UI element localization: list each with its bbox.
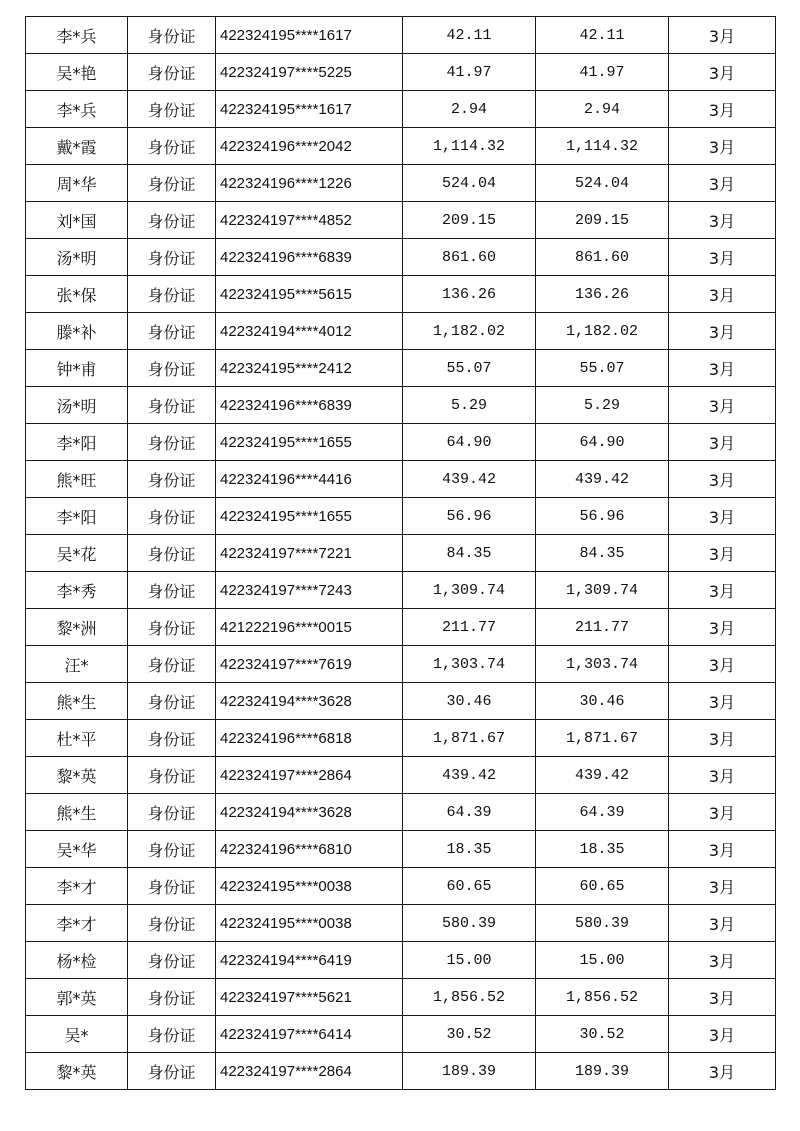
month-cell: 3月 bbox=[669, 313, 776, 350]
month-cell: 3月 bbox=[669, 794, 776, 831]
name-cell: 黎*洲 bbox=[26, 609, 128, 646]
id-number-cell: 422324194****3628 bbox=[216, 794, 403, 831]
id-number-cell: 422324195****1655 bbox=[216, 498, 403, 535]
amount-cell: 1,309.74 bbox=[403, 572, 536, 609]
name-cell: 李*秀 bbox=[26, 572, 128, 609]
table-row bbox=[26, 350, 776, 387]
paid-amount-cell: 64.90 bbox=[536, 424, 669, 461]
id-number-cell: 422324197****2864 bbox=[216, 1053, 403, 1090]
name-cell: 汪* bbox=[26, 646, 128, 683]
name-cell: 滕*补 bbox=[26, 313, 128, 350]
name-cell: 汤*明 bbox=[26, 239, 128, 276]
name-cell: 刘*国 bbox=[26, 202, 128, 239]
month-cell: 3月 bbox=[669, 646, 776, 683]
month-cell: 3月 bbox=[669, 979, 776, 1016]
id-number-cell: 422324196****2042 bbox=[216, 128, 403, 165]
amount-cell: 84.35 bbox=[403, 535, 536, 572]
table-row bbox=[26, 720, 776, 757]
paid-amount-cell: 1,114.32 bbox=[536, 128, 669, 165]
paid-amount-cell: 1,856.52 bbox=[536, 979, 669, 1016]
id-number-cell: 422324196****4416 bbox=[216, 461, 403, 498]
table-row bbox=[26, 905, 776, 942]
paid-amount-cell: 211.77 bbox=[536, 609, 669, 646]
id-number-cell: 422324195****2412 bbox=[216, 350, 403, 387]
amount-cell: 524.04 bbox=[403, 165, 536, 202]
id-number-cell: 422324195****0038 bbox=[216, 905, 403, 942]
name-cell: 戴*霞 bbox=[26, 128, 128, 165]
table-row bbox=[26, 239, 776, 276]
table-row bbox=[26, 498, 776, 535]
table-row bbox=[26, 276, 776, 313]
month-cell: 3月 bbox=[669, 128, 776, 165]
id-number-cell: 422324197****5621 bbox=[216, 979, 403, 1016]
name-cell: 杜*平 bbox=[26, 720, 128, 757]
doc-type-cell: 身份证 bbox=[128, 905, 216, 942]
amount-cell: 42.11 bbox=[403, 17, 536, 54]
table-row bbox=[26, 1053, 776, 1090]
paid-amount-cell: 189.39 bbox=[536, 1053, 669, 1090]
table-row bbox=[26, 387, 776, 424]
paid-amount-cell: 60.65 bbox=[536, 868, 669, 905]
paid-amount-cell: 84.35 bbox=[536, 535, 669, 572]
doc-type-cell: 身份证 bbox=[128, 1053, 216, 1090]
name-cell: 黎*英 bbox=[26, 1053, 128, 1090]
name-cell: 吴*花 bbox=[26, 535, 128, 572]
table-row bbox=[26, 1016, 776, 1053]
doc-type-cell: 身份证 bbox=[128, 276, 216, 313]
table-row bbox=[26, 461, 776, 498]
doc-type-cell: 身份证 bbox=[128, 646, 216, 683]
amount-cell: 18.35 bbox=[403, 831, 536, 868]
table-row bbox=[26, 831, 776, 868]
paid-amount-cell: 30.52 bbox=[536, 1016, 669, 1053]
table-row bbox=[26, 572, 776, 609]
doc-type-cell: 身份证 bbox=[128, 313, 216, 350]
paid-amount-cell: 5.29 bbox=[536, 387, 669, 424]
amount-cell: 580.39 bbox=[403, 905, 536, 942]
doc-type-cell: 身份证 bbox=[128, 461, 216, 498]
table-row bbox=[26, 128, 776, 165]
doc-type-cell: 身份证 bbox=[128, 868, 216, 905]
doc-type-cell: 身份证 bbox=[128, 794, 216, 831]
table-row bbox=[26, 424, 776, 461]
id-number-cell: 422324195****5615 bbox=[216, 276, 403, 313]
id-number-cell: 422324197****6414 bbox=[216, 1016, 403, 1053]
month-cell: 3月 bbox=[669, 868, 776, 905]
paid-amount-cell: 1,182.02 bbox=[536, 313, 669, 350]
name-cell: 周*华 bbox=[26, 165, 128, 202]
id-number-cell: 422324195****1655 bbox=[216, 424, 403, 461]
name-cell: 张*保 bbox=[26, 276, 128, 313]
month-cell: 3月 bbox=[669, 17, 776, 54]
amount-cell: 211.77 bbox=[403, 609, 536, 646]
id-number-cell: 422324197****2864 bbox=[216, 757, 403, 794]
paid-amount-cell: 64.39 bbox=[536, 794, 669, 831]
month-cell: 3月 bbox=[669, 165, 776, 202]
month-cell: 3月 bbox=[669, 387, 776, 424]
id-number-cell: 422324196****6818 bbox=[216, 720, 403, 757]
month-cell: 3月 bbox=[669, 424, 776, 461]
name-cell: 熊*旺 bbox=[26, 461, 128, 498]
paid-amount-cell: 1,309.74 bbox=[536, 572, 669, 609]
id-number-cell: 422324195****0038 bbox=[216, 868, 403, 905]
id-number-cell: 422324194****6419 bbox=[216, 942, 403, 979]
paid-amount-cell: 209.15 bbox=[536, 202, 669, 239]
name-cell: 吴*艳 bbox=[26, 54, 128, 91]
doc-type-cell: 身份证 bbox=[128, 979, 216, 1016]
amount-cell: 56.96 bbox=[403, 498, 536, 535]
paid-amount-cell: 30.46 bbox=[536, 683, 669, 720]
paid-amount-cell: 56.96 bbox=[536, 498, 669, 535]
table-row bbox=[26, 794, 776, 831]
month-cell: 3月 bbox=[669, 54, 776, 91]
table-row bbox=[26, 868, 776, 905]
month-cell: 3月 bbox=[669, 202, 776, 239]
paid-amount-cell: 1,303.74 bbox=[536, 646, 669, 683]
amount-cell: 2.94 bbox=[403, 91, 536, 128]
amount-cell: 30.46 bbox=[403, 683, 536, 720]
amount-cell: 55.07 bbox=[403, 350, 536, 387]
table-row bbox=[26, 165, 776, 202]
doc-type-cell: 身份证 bbox=[128, 683, 216, 720]
month-cell: 3月 bbox=[669, 350, 776, 387]
id-number-cell: 422324197****5225 bbox=[216, 54, 403, 91]
table-row bbox=[26, 54, 776, 91]
doc-type-cell: 身份证 bbox=[128, 831, 216, 868]
month-cell: 3月 bbox=[669, 1053, 776, 1090]
id-number-cell: 422324196****1226 bbox=[216, 165, 403, 202]
amount-cell: 15.00 bbox=[403, 942, 536, 979]
amount-cell: 64.90 bbox=[403, 424, 536, 461]
paid-amount-cell: 18.35 bbox=[536, 831, 669, 868]
id-number-cell: 422324197****4852 bbox=[216, 202, 403, 239]
doc-type-cell: 身份证 bbox=[128, 535, 216, 572]
doc-type-cell: 身份证 bbox=[128, 17, 216, 54]
month-cell: 3月 bbox=[669, 683, 776, 720]
doc-type-cell: 身份证 bbox=[128, 609, 216, 646]
doc-type-cell: 身份证 bbox=[128, 387, 216, 424]
name-cell: 熊*生 bbox=[26, 794, 128, 831]
paid-amount-cell: 41.97 bbox=[536, 54, 669, 91]
table-row bbox=[26, 313, 776, 350]
name-cell: 汤*明 bbox=[26, 387, 128, 424]
name-cell: 李*阳 bbox=[26, 424, 128, 461]
table-row bbox=[26, 17, 776, 54]
paid-amount-cell: 2.94 bbox=[536, 91, 669, 128]
doc-type-cell: 身份证 bbox=[128, 350, 216, 387]
month-cell: 3月 bbox=[669, 757, 776, 794]
name-cell: 黎*英 bbox=[26, 757, 128, 794]
doc-type-cell: 身份证 bbox=[128, 942, 216, 979]
amount-cell: 1,182.02 bbox=[403, 313, 536, 350]
id-number-cell: 422324196****6839 bbox=[216, 239, 403, 276]
id-number-cell: 421222196****0015 bbox=[216, 609, 403, 646]
table-row bbox=[26, 202, 776, 239]
table-row bbox=[26, 942, 776, 979]
table-row bbox=[26, 609, 776, 646]
amount-cell: 30.52 bbox=[403, 1016, 536, 1053]
doc-type-cell: 身份证 bbox=[128, 54, 216, 91]
month-cell: 3月 bbox=[669, 942, 776, 979]
month-cell: 3月 bbox=[669, 239, 776, 276]
amount-cell: 1,856.52 bbox=[403, 979, 536, 1016]
name-cell: 郭*英 bbox=[26, 979, 128, 1016]
doc-type-cell: 身份证 bbox=[128, 424, 216, 461]
doc-type-cell: 身份证 bbox=[128, 165, 216, 202]
id-number-cell: 422324196****6839 bbox=[216, 387, 403, 424]
table-row bbox=[26, 646, 776, 683]
name-cell: 熊*生 bbox=[26, 683, 128, 720]
month-cell: 3月 bbox=[669, 1016, 776, 1053]
doc-type-cell: 身份证 bbox=[128, 202, 216, 239]
month-cell: 3月 bbox=[669, 831, 776, 868]
name-cell: 杨*检 bbox=[26, 942, 128, 979]
table-row bbox=[26, 979, 776, 1016]
amount-cell: 5.29 bbox=[403, 387, 536, 424]
amount-cell: 60.65 bbox=[403, 868, 536, 905]
amount-cell: 136.26 bbox=[403, 276, 536, 313]
id-number-cell: 422324194****4012 bbox=[216, 313, 403, 350]
name-cell: 钟*甫 bbox=[26, 350, 128, 387]
amount-cell: 1,303.74 bbox=[403, 646, 536, 683]
name-cell: 李*阳 bbox=[26, 498, 128, 535]
amount-cell: 861.60 bbox=[403, 239, 536, 276]
paid-amount-cell: 15.00 bbox=[536, 942, 669, 979]
table-row bbox=[26, 757, 776, 794]
month-cell: 3月 bbox=[669, 720, 776, 757]
month-cell: 3月 bbox=[669, 609, 776, 646]
amount-cell: 1,871.67 bbox=[403, 720, 536, 757]
id-number-cell: 422324194****3628 bbox=[216, 683, 403, 720]
amount-cell: 1,114.32 bbox=[403, 128, 536, 165]
name-cell: 李*才 bbox=[26, 905, 128, 942]
doc-type-cell: 身份证 bbox=[128, 91, 216, 128]
table-row bbox=[26, 683, 776, 720]
month-cell: 3月 bbox=[669, 535, 776, 572]
id-number-cell: 422324197****7619 bbox=[216, 646, 403, 683]
name-cell: 吴*华 bbox=[26, 831, 128, 868]
doc-type-cell: 身份证 bbox=[128, 757, 216, 794]
amount-cell: 439.42 bbox=[403, 461, 536, 498]
amount-cell: 209.15 bbox=[403, 202, 536, 239]
paid-amount-cell: 580.39 bbox=[536, 905, 669, 942]
month-cell: 3月 bbox=[669, 91, 776, 128]
amount-cell: 189.39 bbox=[403, 1053, 536, 1090]
doc-type-cell: 身份证 bbox=[128, 498, 216, 535]
id-number-cell: 422324196****6810 bbox=[216, 831, 403, 868]
month-cell: 3月 bbox=[669, 572, 776, 609]
paid-amount-cell: 524.04 bbox=[536, 165, 669, 202]
paid-amount-cell: 55.07 bbox=[536, 350, 669, 387]
month-cell: 3月 bbox=[669, 905, 776, 942]
name-cell: 李*兵 bbox=[26, 17, 128, 54]
id-number-cell: 422324195****1617 bbox=[216, 91, 403, 128]
doc-type-cell: 身份证 bbox=[128, 239, 216, 276]
month-cell: 3月 bbox=[669, 461, 776, 498]
amount-cell: 439.42 bbox=[403, 757, 536, 794]
amount-cell: 64.39 bbox=[403, 794, 536, 831]
paid-amount-cell: 439.42 bbox=[536, 757, 669, 794]
subsidy-table bbox=[25, 16, 776, 1090]
paid-amount-cell: 42.11 bbox=[536, 17, 669, 54]
amount-cell: 41.97 bbox=[403, 54, 536, 91]
id-number-cell: 422324197****7221 bbox=[216, 535, 403, 572]
id-number-cell: 422324197****7243 bbox=[216, 572, 403, 609]
month-cell: 3月 bbox=[669, 276, 776, 313]
paid-amount-cell: 439.42 bbox=[536, 461, 669, 498]
table-row bbox=[26, 91, 776, 128]
name-cell: 吴* bbox=[26, 1016, 128, 1053]
paid-amount-cell: 861.60 bbox=[536, 239, 669, 276]
doc-type-cell: 身份证 bbox=[128, 572, 216, 609]
paid-amount-cell: 136.26 bbox=[536, 276, 669, 313]
id-number-cell: 422324195****1617 bbox=[216, 17, 403, 54]
doc-type-cell: 身份证 bbox=[128, 128, 216, 165]
doc-type-cell: 身份证 bbox=[128, 720, 216, 757]
name-cell: 李*兵 bbox=[26, 91, 128, 128]
month-cell: 3月 bbox=[669, 498, 776, 535]
paid-amount-cell: 1,871.67 bbox=[536, 720, 669, 757]
doc-type-cell: 身份证 bbox=[128, 1016, 216, 1053]
name-cell: 李*才 bbox=[26, 868, 128, 905]
table-row bbox=[26, 535, 776, 572]
table-body bbox=[26, 17, 776, 1090]
